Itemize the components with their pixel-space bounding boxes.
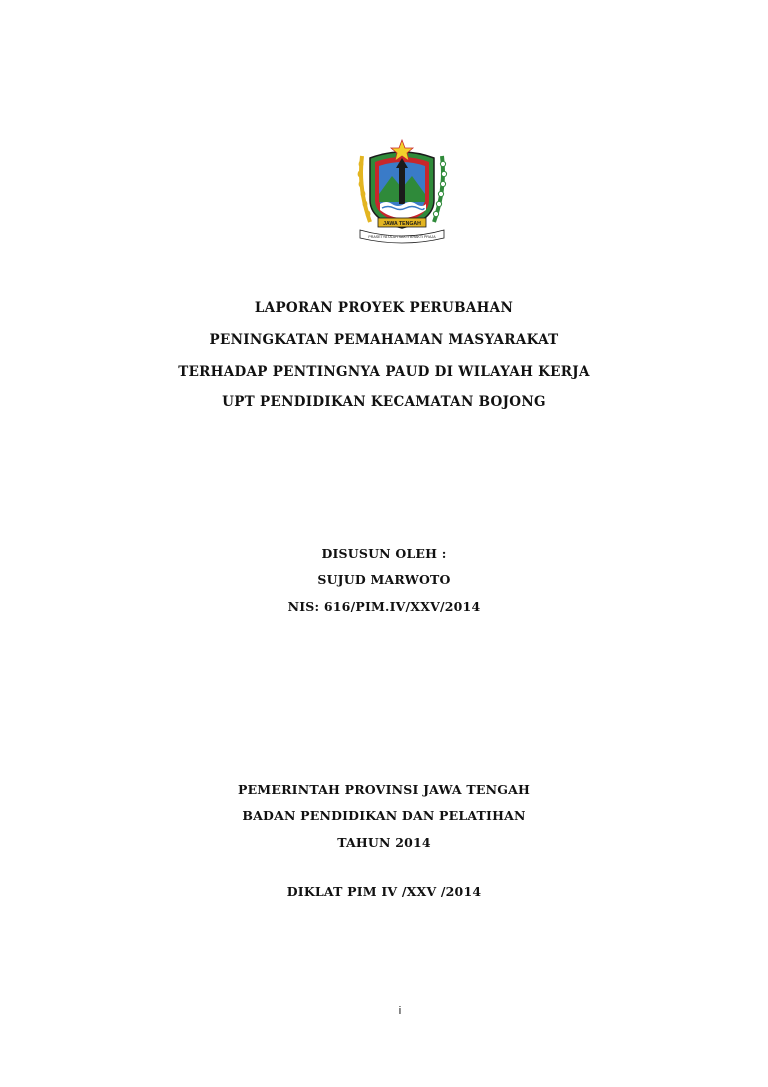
jawa-tengah-coat-of-arms-icon — [356, 138, 448, 244]
institution-line-1: PEMERINTAH PROVINSI JAWA TENGAH — [237, 782, 530, 797]
page-number: i — [398, 1005, 402, 1017]
training-program: DIKLAT PIM IV /XXV /2014 — [286, 884, 482, 899]
title-line-2: PENINGKATAN PEMAHAMAN MASYARAKAT — [209, 332, 559, 348]
author-label: DISUSUN OLEH : — [321, 546, 447, 561]
author-name: SUJUD MARWOTO — [317, 572, 451, 587]
institution-year: TAHUN 2014 — [337, 835, 431, 850]
title-line-1: LAPORAN PROYEK PERUBAHAN — [254, 300, 514, 316]
emblem-banner-text: JAWA TENGAH — [383, 221, 421, 227]
title-line-4: UPT PENDIDIKAN KECAMATAN BOJONG — [222, 394, 546, 410]
author-nis: NIS: 616/PIM.IV/XXV/2014 — [287, 599, 481, 614]
title-line-3: TERHADAP PENTINGNYA PAUD DI WILAYAH KERJA — [178, 364, 590, 380]
institution-line-2: BADAN PENDIDIKAN DAN PELATIHAN — [242, 808, 526, 823]
emblem-ribbon-text: PRASETYA ULAH SAKTI BHAKTI PRAJA — [368, 235, 436, 239]
